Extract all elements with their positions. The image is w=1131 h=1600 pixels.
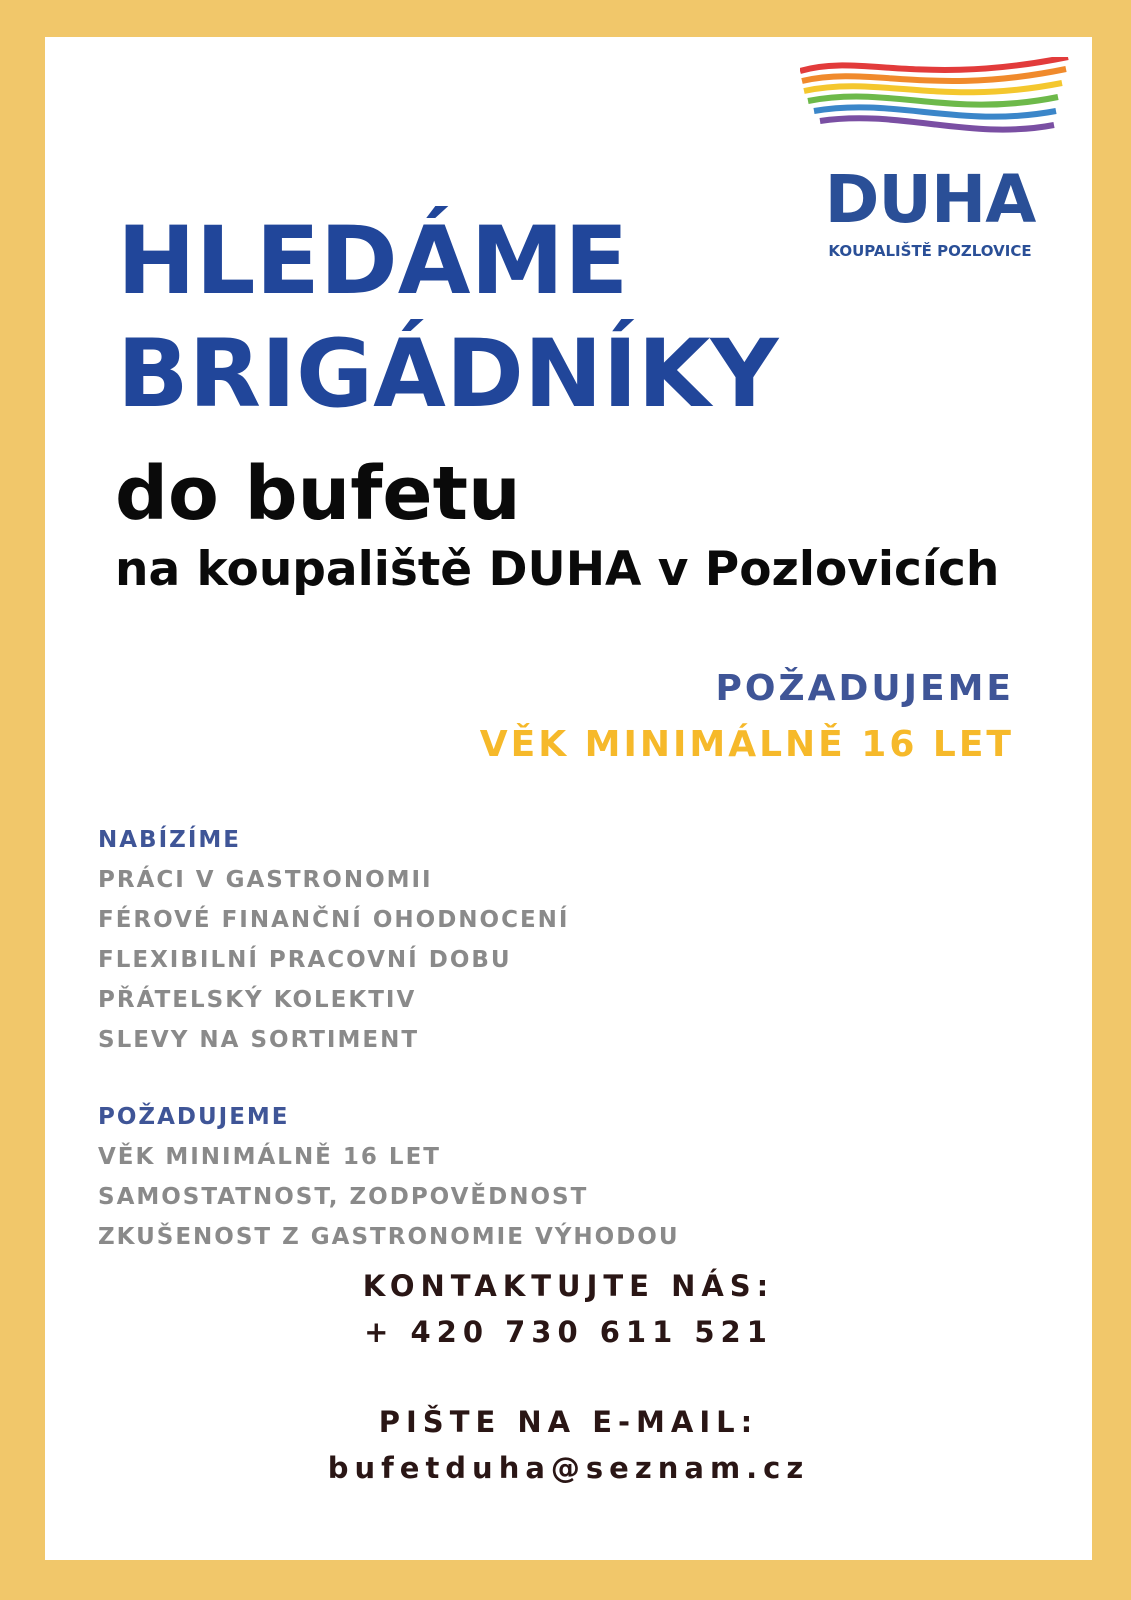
phone-number[interactable]: + 420 730 611 521 <box>364 1315 773 1349</box>
highlight-value: VĚK MINIMÁLNĚ 16 LET <box>479 724 1014 765</box>
contact-section <box>45 1263 1092 1491</box>
headline-line-1: HLEDÁME <box>117 207 629 316</box>
offer-item: PŘÁTELSKÝ KOLEKTIV <box>98 987 417 1013</box>
email-address[interactable]: bufetduha@seznam.cz <box>327 1451 810 1485</box>
requirement-item: SAMOSTATNOST, ZODPOVĚDNOST <box>98 1184 589 1210</box>
headline-line-2: BRIGÁDNÍKY <box>117 320 779 429</box>
offer-item: FÉROVÉ FINANČNÍ OHODNOCENÍ <box>98 907 570 933</box>
requirements-title: POŽADUJEME <box>98 1104 290 1130</box>
email-label: PIŠTE NA E-MAIL: <box>378 1405 759 1439</box>
requirement-item: ZKUŠENOST Z GASTRONOMIE VÝHODOU <box>98 1224 680 1250</box>
rainbow-waves-icon <box>800 57 1070 147</box>
offer-title: NABÍZÍME <box>98 827 241 853</box>
duha-logo <box>800 57 1075 287</box>
offer-section <box>98 820 570 1060</box>
requirements-section <box>98 1097 680 1257</box>
offer-item: SLEVY NA SORTIMENT <box>98 1027 420 1053</box>
offer-item: PRÁCI V GASTRONOMII <box>98 867 433 893</box>
subheadline-main: do bufetu <box>115 451 521 537</box>
logo-subtitle: KOUPALIŠTĚ POZLOVICE <box>828 242 1032 260</box>
highlight-requirement <box>480 665 1014 777</box>
subheadline-location: na koupaliště DUHA v Pozlovicích <box>115 542 1000 597</box>
requirement-item: VĚK MINIMÁLNĚ 16 LET <box>98 1144 441 1170</box>
headline <box>117 205 779 431</box>
highlight-title: POŽADUJEME <box>715 668 1014 709</box>
poster <box>45 37 1092 1560</box>
offer-item: FLEXIBILNÍ PRACOVNÍ DOBU <box>98 947 512 973</box>
logo-wordmark: DUHA <box>824 161 1036 238</box>
phone-label: KONTAKTUJTE NÁS: <box>362 1269 775 1303</box>
